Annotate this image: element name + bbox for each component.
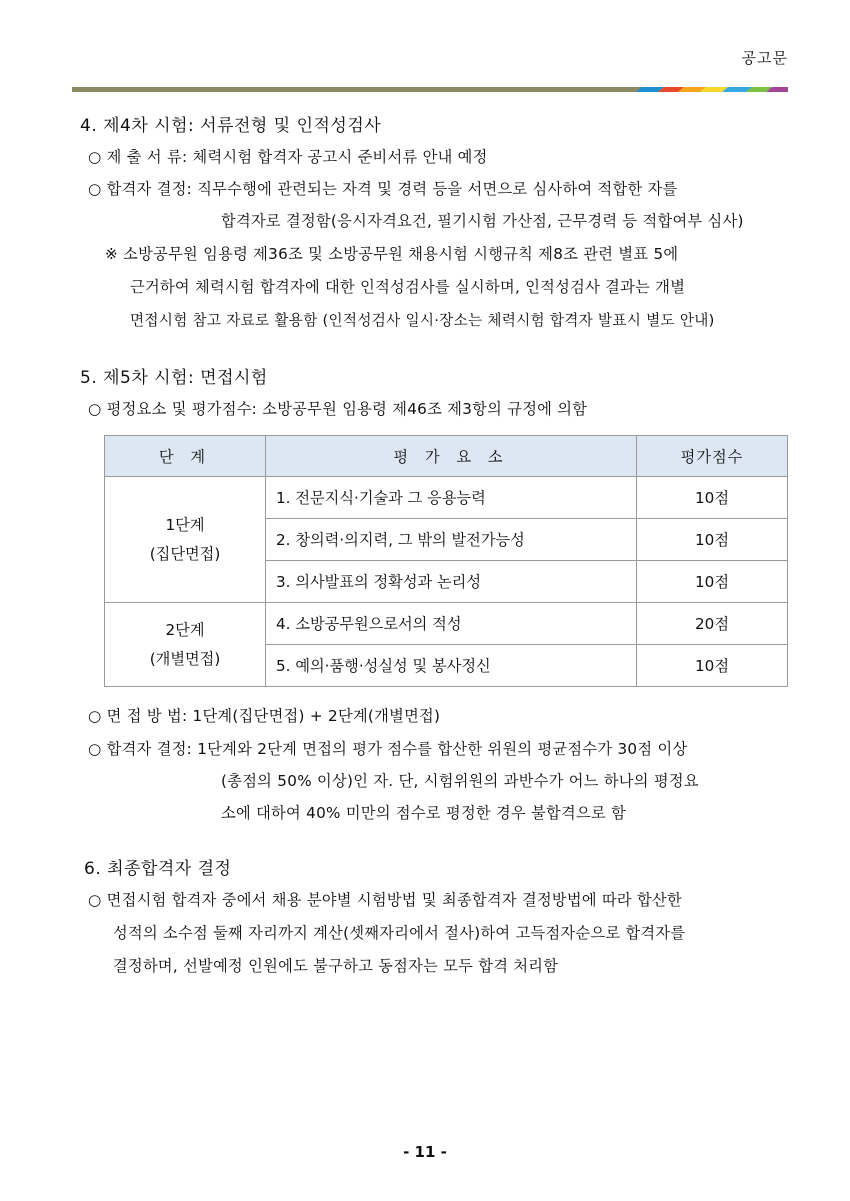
table-row	[105, 477, 788, 519]
section5-method-line: ○ 면 접 방 법: 1단계(집단면접) + 2단계(개별면접)	[88, 707, 441, 725]
header-criteria: 평 가 요 소	[266, 436, 637, 477]
color-stripe	[72, 87, 788, 93]
criteria-cell: 5. 예의·품행·성실성 및 봉사정신	[266, 645, 637, 687]
section4-documents-line: ○ 제 출 서 류: 체력시험 합격자 공고시 준비서류 안내 예정	[88, 148, 488, 166]
criteria-cell: 1. 전문지식·기술과 그 응용능력	[266, 477, 637, 519]
criteria-cell: 3. 의사발표의 정확성과 논리성	[266, 561, 637, 603]
score-cell: 10점	[637, 477, 788, 519]
section6-line-1: ○ 면접시험 합격자 중에서 채용 분야별 시험방법 및 최종합격자 결정방법에 따라 합산한	[88, 891, 682, 909]
criteria-cell: 2. 창의력·의지력, 그 밖의 발전가능성	[266, 519, 637, 561]
section6-line-2: 성적의 소수점 둘째 자리까지 계산(셋째자리에서 절사)하여 고득점자순으로 합격자를	[113, 924, 686, 942]
stage-2-cell	[105, 603, 266, 687]
header-stage: 단 계	[105, 436, 266, 477]
section4-note-line-1: ※ 소방공무원 임용령 제36조 및 소방공무원 채용시험 시행규칙 제8조 관련 별표 5에	[105, 245, 679, 263]
section4-note-line-3: 면접시험 참고 자료로 활용함 (인적성검사 일시·장소는 체력시험 합격자 발표시 별도 안내)	[130, 312, 715, 329]
section4-title: 4. 제4차 시험: 서류전형 및 인적성검사	[80, 116, 382, 136]
section6-line-3: 결정하며, 선발예정 인원에도 불구하고 동점자는 모두 합격 처리함	[113, 957, 559, 975]
section5-criteria-line: ○ 평정요소 및 평가점수: 소방공무원 임용령 제46조 제3항의 규정에 의함	[88, 400, 588, 418]
stage-sub: (집단면접)	[149, 544, 221, 563]
section4-pass-line-2: 합격자로 결정함(응시자격요건, 필기시험 가산점, 근무경력 등 적합여부 심사)	[221, 212, 744, 230]
section5-pass-line-2: (총점의 50% 이상)인 자. 단, 시험위원의 과반수가 어느 하나의 평정요	[221, 772, 699, 790]
header-rule	[72, 87, 788, 92]
table-header-row	[105, 436, 788, 477]
stage-1-cell	[105, 477, 266, 603]
score-cell: 10점	[637, 645, 788, 687]
score-cell: 10점	[637, 561, 788, 603]
stage-name: 2단계	[165, 620, 205, 639]
section5-pass-line-3: 소에 대하여 40% 미만의 점수로 평정한 경우 불합격으로 함	[221, 804, 627, 822]
section5-pass-line-1: ○ 합격자 결정: 1단계와 2단계 면접의 평가 점수를 합산한 위원의 평균점수가 30점 이상	[88, 740, 688, 758]
header-score: 평가점수	[637, 436, 788, 477]
stage-sub: (개별면접)	[149, 649, 221, 668]
document-label: 공고문	[741, 49, 788, 67]
section5-title: 5. 제5차 시험: 면접시험	[80, 368, 268, 388]
score-cell: 20점	[637, 603, 788, 645]
score-cell: 10점	[637, 519, 788, 561]
stage-name: 1단계	[165, 515, 205, 534]
table-row	[105, 603, 788, 645]
section4-pass-line-1: ○ 합격자 결정: 직무수행에 관련되는 자격 및 경력 등을 서면으로 심사하여 적합한 자를	[88, 180, 678, 198]
page-number: - 11 -	[403, 1143, 447, 1161]
section6-title: 6. 최종합격자 결정	[84, 859, 232, 879]
section4-note-line-2: 근거하여 체력시험 합격자에 대한 인적성검사를 실시하며, 인적성검사 결과는 개별	[130, 278, 686, 296]
criteria-cell: 4. 소방공무원으로서의 적성	[266, 603, 637, 645]
evaluation-table	[104, 435, 788, 687]
